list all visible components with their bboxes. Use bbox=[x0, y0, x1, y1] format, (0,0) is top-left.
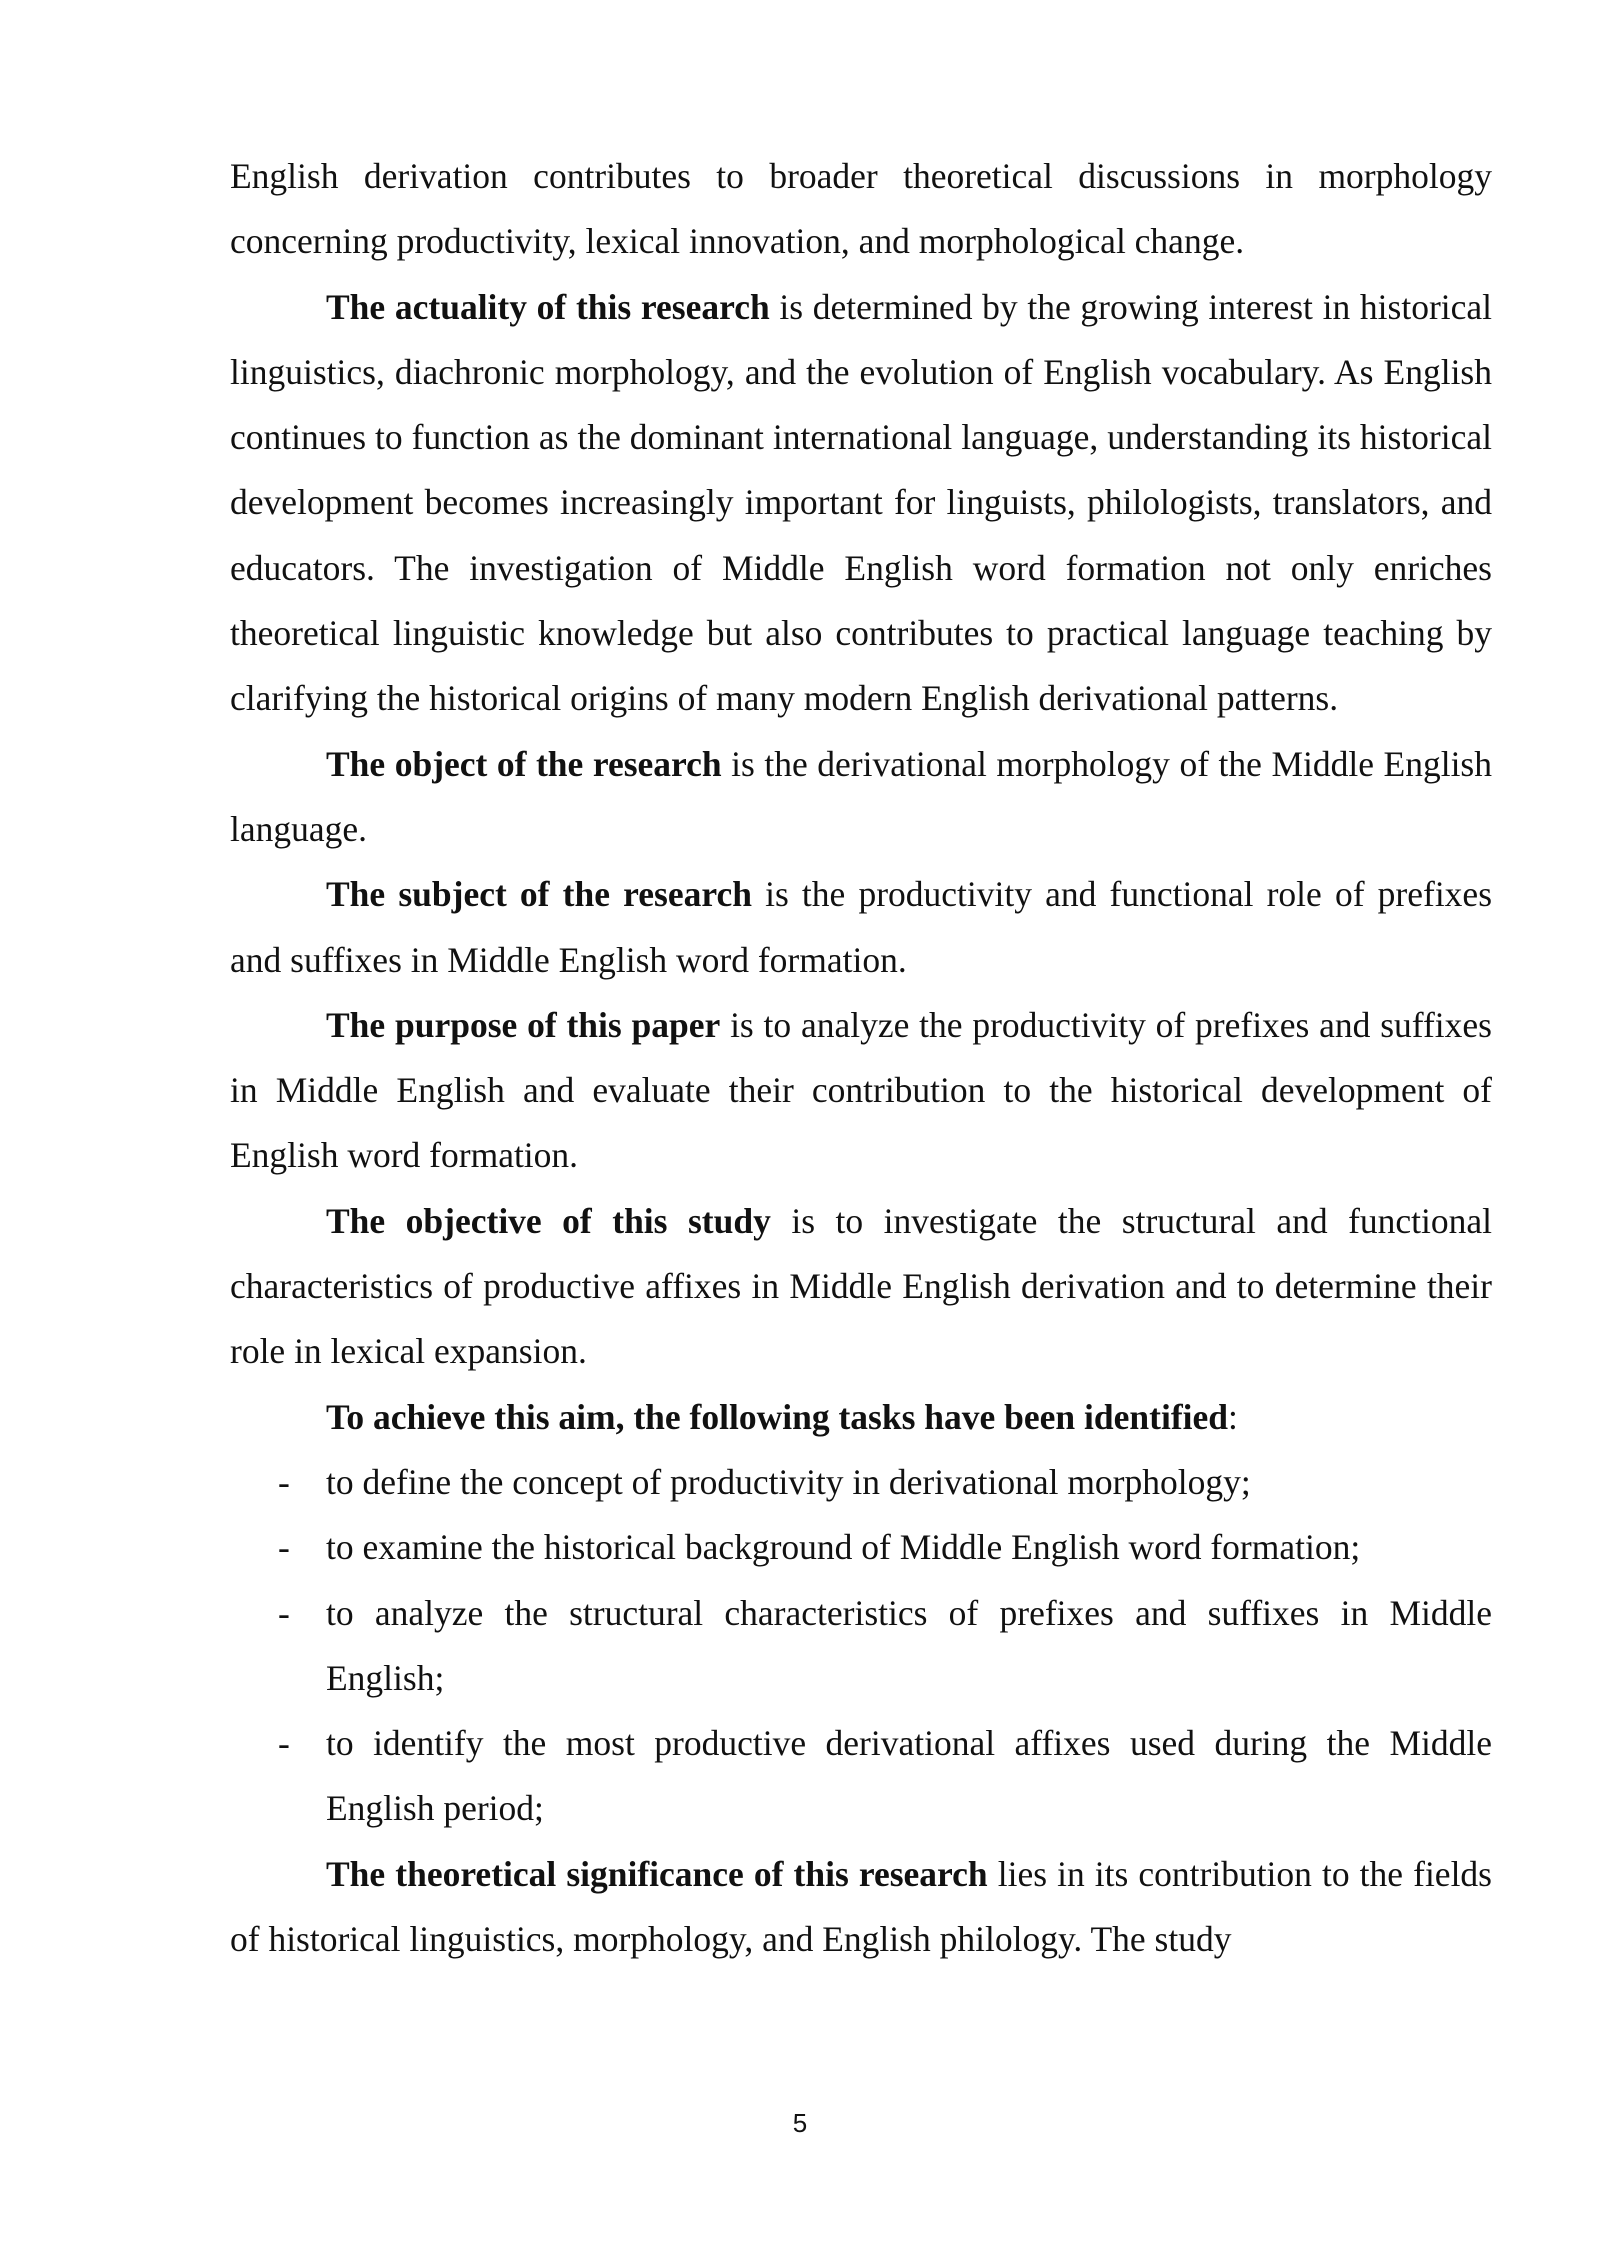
paragraph-lead: The purpose of this paper bbox=[326, 1004, 721, 1045]
paragraph-actuality bbox=[230, 275, 1492, 732]
paragraph-lead: To achieve this aim, the following tasks have been identified bbox=[326, 1396, 1229, 1437]
paragraph-lead: The theoretical significance of this research bbox=[326, 1853, 988, 1894]
paragraph-tasks-intro bbox=[230, 1385, 1492, 1450]
list-dash-marker: - bbox=[278, 1527, 290, 1568]
paragraph-text: is determined by the growing interest in historical linguistics, diachronic morphology, and the evolution of English vocabulary. As English continues to function as the dominant international language, understanding its historical development becomes increasingly important for linguists, philologists, translators, and educators. The investigation of Middle English word formation not only enriches theoretical linguistic knowledge but also contributes to practical language teaching by clarifying the historical origins of many modern English derivational patterns. bbox=[230, 286, 1492, 719]
paragraph-objective bbox=[230, 1189, 1492, 1385]
paragraph-lead: The objective of this study bbox=[326, 1200, 771, 1241]
paragraph-lead: The object of the research bbox=[326, 743, 722, 784]
task-list bbox=[230, 1450, 1492, 1842]
paragraph-lead: The subject of the research bbox=[326, 874, 752, 915]
paragraph-lead: The actuality of this research bbox=[326, 286, 770, 327]
paragraph-purpose bbox=[230, 993, 1492, 1189]
paragraph-object bbox=[230, 732, 1492, 863]
task-list-item bbox=[230, 1515, 1492, 1580]
task-text: to analyze the structural characteristics of prefixes and suffixes in Middle English; bbox=[326, 1592, 1492, 1698]
task-text: to identify the most productive derivational affixes used during the Middle English period; bbox=[326, 1723, 1492, 1829]
paragraph-subject bbox=[230, 862, 1492, 993]
list-dash-marker: - bbox=[278, 1723, 290, 1764]
task-list-item bbox=[230, 1581, 1492, 1712]
paragraph-text: is the derivational morphology of the Middle English language. bbox=[230, 743, 1493, 849]
task-text: to examine the historical background of Middle English word formation; bbox=[326, 1527, 1361, 1568]
paragraph-text: lies in its contribution to the fields of historical linguistics, morphology, and English philology. The study bbox=[230, 1853, 1492, 1960]
document-page bbox=[230, 144, 1492, 1972]
task-list-item bbox=[230, 1711, 1492, 1842]
paragraph-intro-continuation bbox=[230, 144, 1492, 275]
paragraph-text: English derivation contributes to broader theoretical discussions in morphology concerning productivity, lexical innovation, and morphological change. bbox=[230, 156, 1492, 262]
paragraph-text: is the productivity and functional role of prefixes and suffixes in Middle English word formation. bbox=[230, 874, 1493, 980]
paragraph-text: : bbox=[1228, 1396, 1238, 1437]
task-text: to define the concept of productivity in derivational morphology; bbox=[326, 1461, 1251, 1502]
paragraph-text: is to analyze the productivity of prefixes and suffixes in Middle English and evaluate their contribution to the historical development of English word formation. bbox=[230, 1004, 1492, 1176]
paragraph-text: is to investigate the structural and functional characteristics of productive affixes in Middle English derivation and to determine their role in lexical expansion. bbox=[230, 1200, 1492, 1372]
list-dash-marker: - bbox=[278, 1461, 290, 1502]
task-list-item bbox=[230, 1450, 1492, 1515]
list-dash-marker: - bbox=[278, 1592, 290, 1633]
paragraph-theoretical-significance bbox=[230, 1842, 1492, 1973]
page-number: 5 bbox=[792, 2108, 808, 2138]
